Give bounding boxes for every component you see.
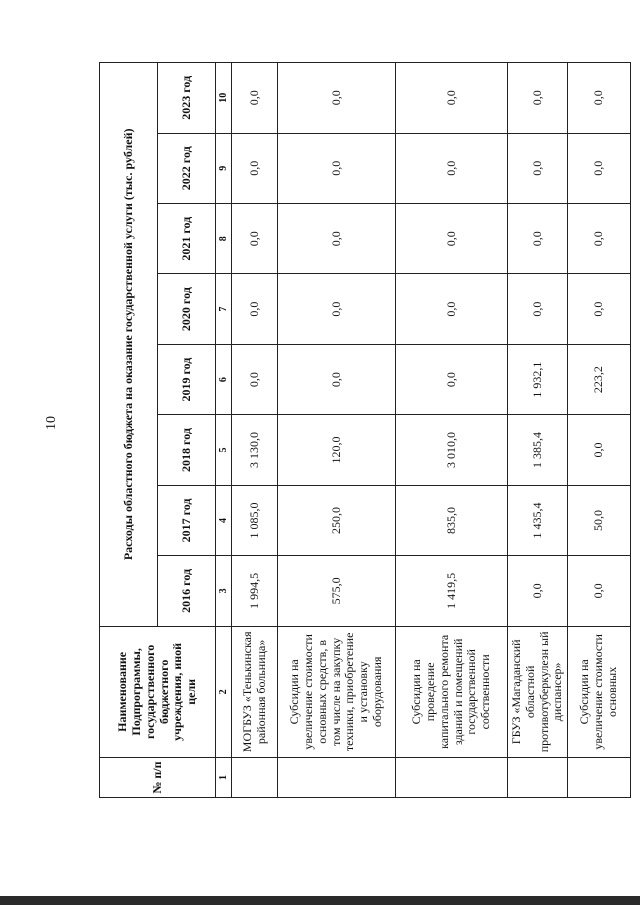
- index-cell: 1: [216, 758, 232, 798]
- header-year: 2017 год: [158, 485, 216, 555]
- row-value: 0,0: [508, 203, 568, 273]
- index-cell: 8: [216, 203, 232, 273]
- row-num: [508, 758, 568, 798]
- index-cell: 4: [216, 485, 232, 555]
- index-cell: 9: [216, 133, 232, 203]
- row-value: 0,0: [396, 274, 508, 344]
- index-cell: 6: [216, 344, 232, 414]
- row-value: 50,0: [568, 485, 631, 555]
- row-value: 0,0: [396, 344, 508, 414]
- row-value: 0,0: [508, 274, 568, 344]
- header-year: 2023 год: [158, 63, 216, 134]
- index-cell: 2: [216, 626, 232, 757]
- row-name: Субсидии на увеличение стоимости основных средств, в том числе на закупку техники, приобретение и установку оборудования: [278, 626, 396, 757]
- row-value: 0,0: [568, 556, 631, 626]
- row-value: 0,0: [278, 63, 396, 134]
- row-value: 1 419,5: [396, 556, 508, 626]
- table-row: [278, 63, 396, 798]
- row-value: 0,0: [508, 63, 568, 134]
- row-value: 250,0: [278, 485, 396, 555]
- row-value: 575,0: [278, 556, 396, 626]
- row-value: 1 435,4: [508, 485, 568, 555]
- budget-table: [99, 62, 631, 798]
- row-name: Субсидии на проведение капитального ремонта зданий и помещений государственной собственности: [396, 626, 508, 757]
- row-num: [568, 758, 631, 798]
- row-value: 0,0: [396, 203, 508, 273]
- row-value: 0,0: [278, 344, 396, 414]
- row-num: [278, 758, 396, 798]
- index-cell: 10: [216, 63, 232, 134]
- rotated-table-container: [99, 62, 620, 798]
- row-value: 0,0: [278, 274, 396, 344]
- table-row: [396, 63, 508, 798]
- row-value: 3 130,0: [232, 415, 278, 485]
- row-name: Субсидии на увеличение стоимости основных: [568, 626, 631, 757]
- row-value: 0,0: [396, 133, 508, 203]
- row-value: 0,0: [232, 63, 278, 134]
- row-value: 0,0: [232, 133, 278, 203]
- header-name: Наименование Подпрограммы, государственного бюджетного учреждения, иной цели: [100, 626, 216, 757]
- row-value: 0,0: [396, 63, 508, 134]
- table-row: [508, 63, 568, 798]
- row-value: 0,0: [568, 274, 631, 344]
- row-value: 0,0: [568, 133, 631, 203]
- header-row-1: [100, 63, 158, 798]
- row-value: 1 085,0: [232, 485, 278, 555]
- row-name: ГБУЗ «Магаданский областной противотуберкулезн ый диспансер»: [508, 626, 568, 757]
- row-value: 0,0: [232, 203, 278, 273]
- header-year: 2018 год: [158, 415, 216, 485]
- row-value: 0,0: [508, 133, 568, 203]
- index-cell: 3: [216, 556, 232, 626]
- row-value: 1 932,1: [508, 344, 568, 414]
- row-value: 0,0: [278, 133, 396, 203]
- row-value: 0,0: [568, 415, 631, 485]
- header-year: 2021 год: [158, 203, 216, 273]
- row-value: 0,0: [508, 556, 568, 626]
- scan-edge: [0, 896, 640, 905]
- row-value: 835,0: [396, 485, 508, 555]
- row-value: 120,0: [278, 415, 396, 485]
- row-num: [232, 758, 278, 798]
- row-value: 0,0: [232, 344, 278, 414]
- header-year: 2020 год: [158, 274, 216, 344]
- row-num: [396, 758, 508, 798]
- table-row: [568, 63, 631, 798]
- row-value: 3 010,0: [396, 415, 508, 485]
- header-year: 2019 год: [158, 344, 216, 414]
- index-cell: 7: [216, 274, 232, 344]
- row-value: 0,0: [568, 203, 631, 273]
- row-value: 223,2: [568, 344, 631, 414]
- header-year: 2022 год: [158, 133, 216, 203]
- row-name: МОГБУЗ «Тенькинская районная больница»: [232, 626, 278, 757]
- table-row: [232, 63, 278, 798]
- index-row: [216, 63, 232, 798]
- header-year: 2016 год: [158, 556, 216, 626]
- row-value: 1 994,5: [232, 556, 278, 626]
- header-num: № п/п: [100, 758, 216, 798]
- row-value: 0,0: [232, 274, 278, 344]
- page-number: 10: [44, 416, 59, 430]
- row-value: 0,0: [278, 203, 396, 273]
- header-group-title: Расходы областного бюджета на оказание государственной услуги (тыс. рублей): [100, 63, 158, 627]
- index-cell: 5: [216, 415, 232, 485]
- row-value: 1 385,4: [508, 415, 568, 485]
- row-value: 0,0: [568, 63, 631, 134]
